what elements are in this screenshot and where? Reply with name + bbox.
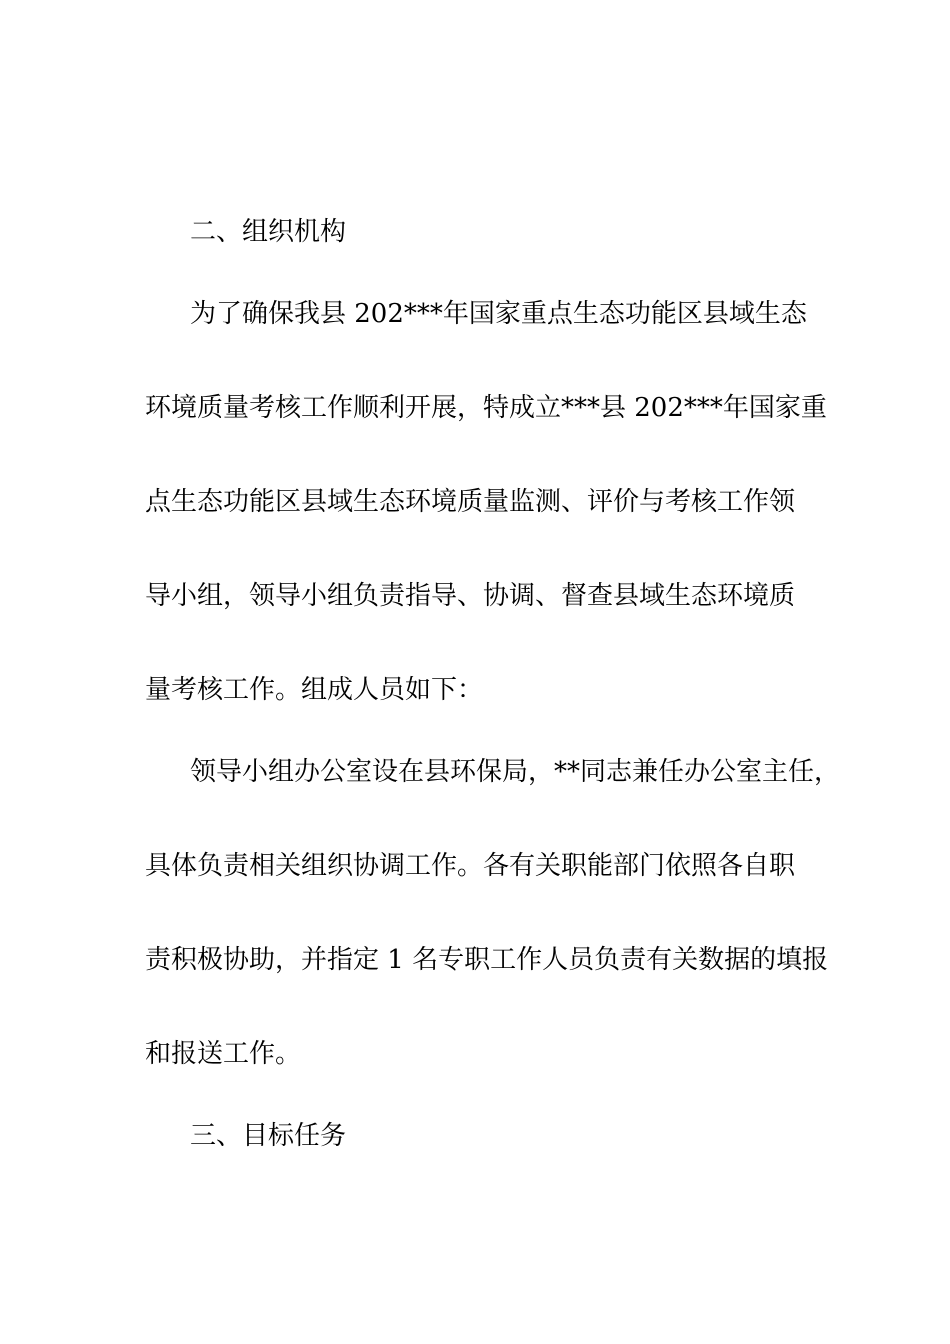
paragraph-line: 量考核工作。组成人员如下： bbox=[145, 675, 484, 705]
paragraph-line: 责积极协助，并指定 1 名专职工作人员负责有关数据的填报 bbox=[145, 945, 829, 975]
section-heading-goals: 三、目标任务 bbox=[190, 1121, 347, 1151]
paragraph-line: 和报送工作。 bbox=[145, 1039, 302, 1069]
paragraph-line: 点生态功能区县域生态环境质量监测、评价与考核工作领 bbox=[145, 487, 796, 517]
paragraph-line: 为了确保我县 202***年国家重点生态功能区县域生态 bbox=[190, 299, 807, 329]
paragraph-line: 环境质量考核工作顺利开展，特成立***县 202***年国家重 bbox=[145, 393, 827, 423]
paragraph-line: 具体负责相关组织协调工作。各有关职能部门依照各自职 bbox=[145, 851, 796, 881]
section-heading-organization: 二、组织机构 bbox=[190, 217, 347, 247]
paragraph-line: 导小组，领导小组负责指导、协调、督查县域生态环境质 bbox=[145, 581, 796, 611]
paragraph-line: 领导小组办公室设在县环保局，**同志兼任办公室主任， bbox=[190, 757, 841, 787]
